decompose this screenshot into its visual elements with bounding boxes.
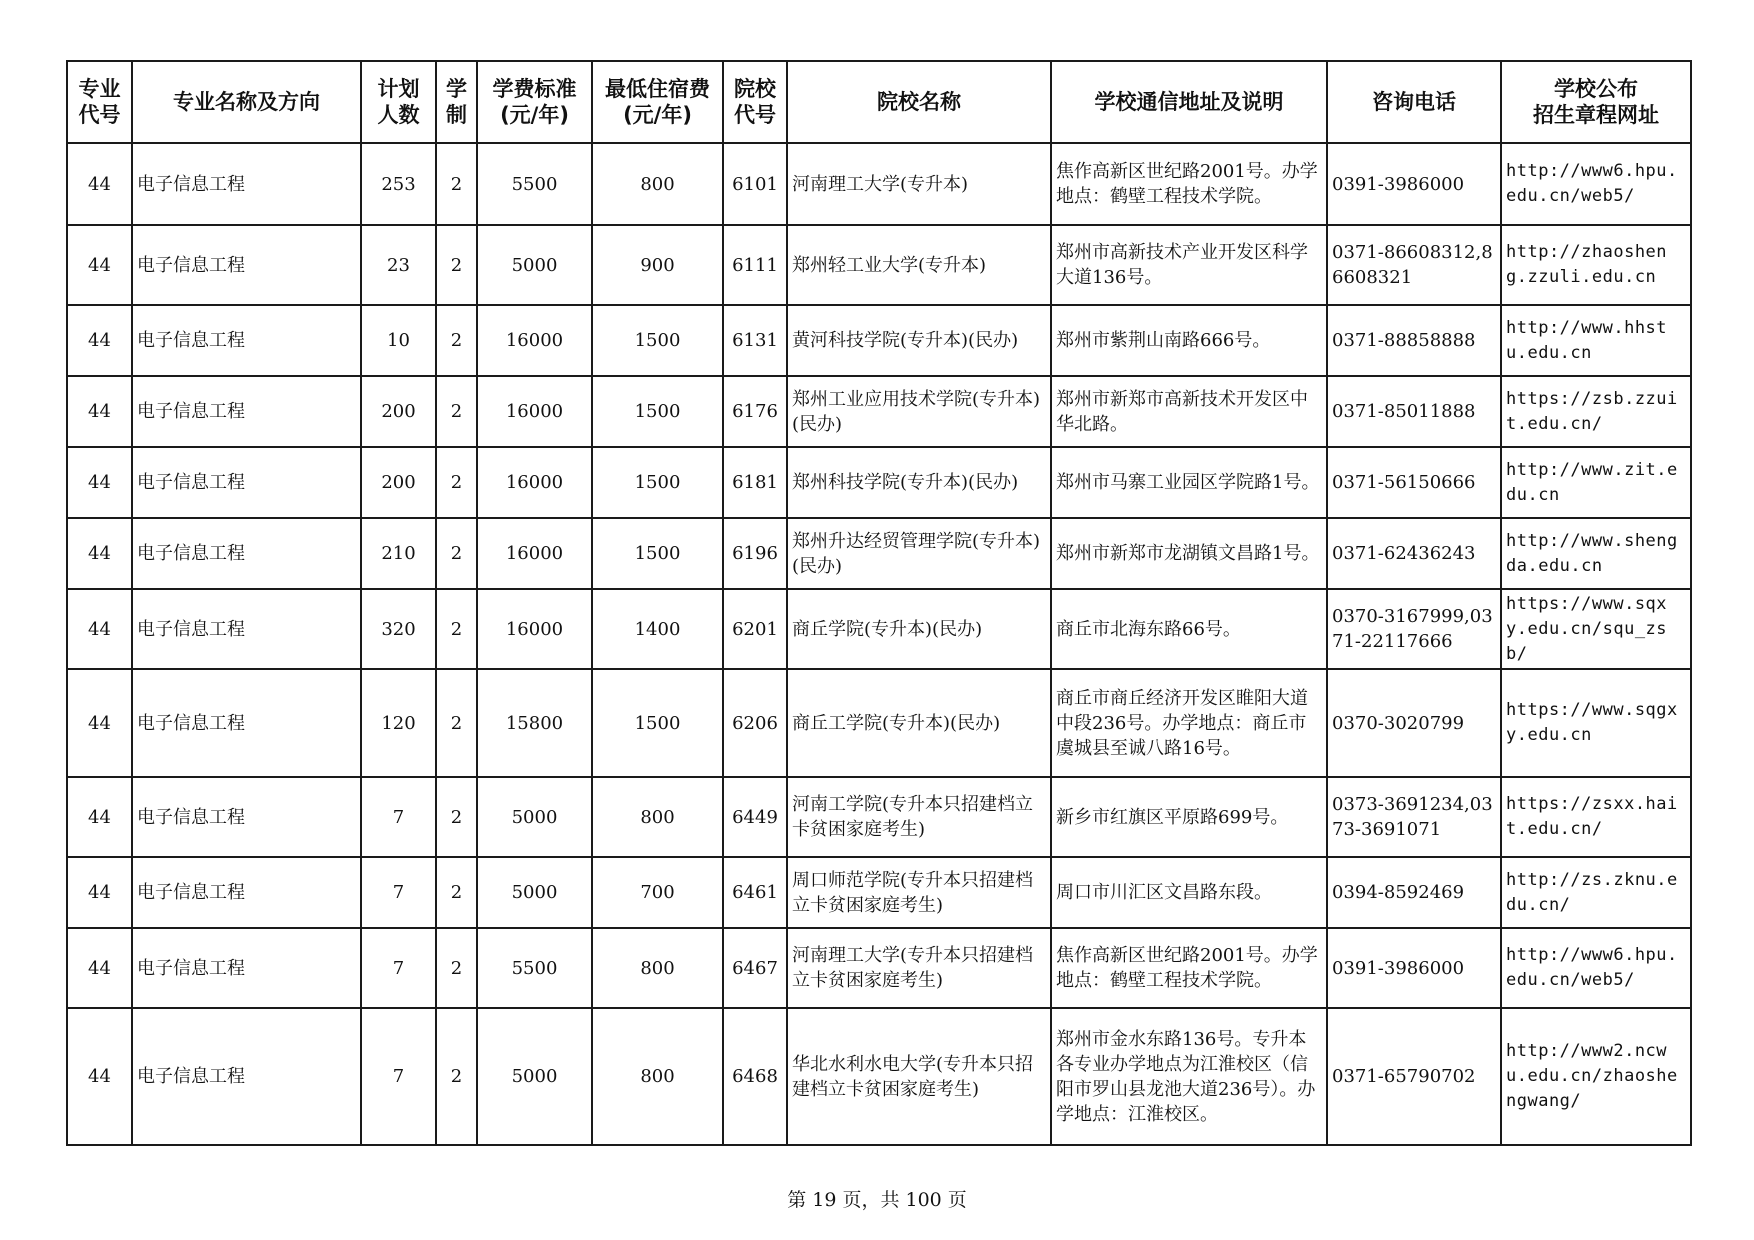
table-row (67, 669, 1691, 777)
cell-school-code: 6196 (723, 518, 787, 589)
table-row (67, 143, 1691, 225)
cell-phone: 0370-3167999,0371-22117666 (1327, 589, 1501, 669)
cell-plan-count: 200 (361, 447, 436, 518)
cell-school-name: 商丘工学院(专升本)(民办) (787, 669, 1051, 777)
cell-address: 郑州市金水东路136号。专升本各专业办学地点为江淮校区（信阳市罗山县龙池大道236号）。办学地点：江淮校区。 (1051, 1008, 1327, 1145)
cell-school-code: 6101 (723, 143, 787, 225)
cell-major-name: 电子信息工程 (132, 857, 361, 928)
cell-address: 商丘市北海东路66号。 (1051, 589, 1327, 669)
cell-duration: 2 (436, 518, 477, 589)
cell-dorm-fee: 1500 (592, 447, 723, 518)
cell-major-code: 44 (67, 857, 132, 928)
cell-tuition: 5500 (477, 143, 592, 225)
cell-major-code: 44 (67, 376, 132, 447)
cell-website: https://zsb.zzuit.edu.cn/ (1501, 376, 1691, 447)
cell-phone: 0370-3020799 (1327, 669, 1501, 777)
cell-school-code: 6131 (723, 305, 787, 376)
cell-major-code: 44 (67, 143, 132, 225)
cell-tuition: 16000 (477, 518, 592, 589)
cell-plan-count: 7 (361, 928, 436, 1008)
cell-website: https://zsxx.hait.edu.cn/ (1501, 777, 1691, 857)
cell-address: 郑州市紫荆山南路666号。 (1051, 305, 1327, 376)
table-row (67, 305, 1691, 376)
cell-major-name: 电子信息工程 (132, 928, 361, 1008)
header-school-name: 院校名称 (787, 61, 1051, 143)
cell-dorm-fee: 900 (592, 225, 723, 305)
cell-dorm-fee: 800 (592, 1008, 723, 1145)
cell-major-name: 电子信息工程 (132, 589, 361, 669)
cell-school-name: 郑州轻工业大学(专升本) (787, 225, 1051, 305)
cell-tuition: 15800 (477, 669, 592, 777)
cell-major-name: 电子信息工程 (132, 669, 361, 777)
admissions-table (66, 60, 1692, 1146)
cell-address: 商丘市商丘经济开发区睢阳大道中段236号。办学地点：商丘市虞城县至诚八路16号。 (1051, 669, 1327, 777)
table-row (67, 777, 1691, 857)
header-school-code: 院校 代号 (723, 61, 787, 143)
cell-dorm-fee: 700 (592, 857, 723, 928)
cell-tuition: 5000 (477, 225, 592, 305)
cell-phone: 0371-56150666 (1327, 447, 1501, 518)
cell-plan-count: 7 (361, 857, 436, 928)
cell-address: 郑州市新郑市高新技术开发区中华北路。 (1051, 376, 1327, 447)
cell-duration: 2 (436, 777, 477, 857)
cell-major-name: 电子信息工程 (132, 225, 361, 305)
cell-phone: 0391-3986000 (1327, 143, 1501, 225)
cell-dorm-fee: 800 (592, 143, 723, 225)
cell-duration: 2 (436, 305, 477, 376)
page-footer (0, 1185, 1754, 1212)
cell-school-name: 周口师范学院(专升本只招建档立卡贫困家庭考生) (787, 857, 1051, 928)
table-row (67, 225, 1691, 305)
cell-plan-count: 7 (361, 777, 436, 857)
cell-website: https://www.sqxy.edu.cn/squ_zsb/ (1501, 589, 1691, 669)
page-number-label: 第 19 页，共 100 页 (787, 1189, 967, 1211)
cell-address: 新乡市红旗区平原路699号。 (1051, 777, 1327, 857)
cell-phone: 0371-62436243 (1327, 518, 1501, 589)
cell-duration: 2 (436, 376, 477, 447)
cell-phone: 0391-3986000 (1327, 928, 1501, 1008)
cell-dorm-fee: 1500 (592, 518, 723, 589)
cell-address: 焦作高新区世纪路2001号。办学地点：鹤壁工程技术学院。 (1051, 928, 1327, 1008)
cell-website: http://www.hhstu.edu.cn (1501, 305, 1691, 376)
cell-address: 郑州市高新技术产业开发区科学大道136号。 (1051, 225, 1327, 305)
cell-tuition: 5000 (477, 777, 592, 857)
header-website: 学校公布 招生章程网址 (1501, 61, 1691, 143)
cell-school-name: 黄河科技学院(专升本)(民办) (787, 305, 1051, 376)
cell-school-code: 6181 (723, 447, 787, 518)
cell-major-code: 44 (67, 669, 132, 777)
header-phone: 咨询电话 (1327, 61, 1501, 143)
cell-phone: 0371-85011888 (1327, 376, 1501, 447)
cell-plan-count: 253 (361, 143, 436, 225)
cell-major-name: 电子信息工程 (132, 518, 361, 589)
cell-duration: 2 (436, 1008, 477, 1145)
cell-website: https://www.sqgxy.edu.cn (1501, 669, 1691, 777)
header-plan-count: 计划 人数 (361, 61, 436, 143)
cell-school-code: 6461 (723, 857, 787, 928)
cell-tuition: 16000 (477, 447, 592, 518)
cell-phone: 0371-65790702 (1327, 1008, 1501, 1145)
cell-major-name: 电子信息工程 (132, 305, 361, 376)
cell-major-code: 44 (67, 225, 132, 305)
cell-dorm-fee: 1500 (592, 305, 723, 376)
cell-duration: 2 (436, 589, 477, 669)
cell-duration: 2 (436, 143, 477, 225)
cell-school-name: 郑州升达经贸管理学院(专升本)(民办) (787, 518, 1051, 589)
cell-phone: 0371-88858888 (1327, 305, 1501, 376)
cell-school-name: 郑州科技学院(专升本)(民办) (787, 447, 1051, 518)
cell-major-name: 电子信息工程 (132, 447, 361, 518)
cell-website: http://www2.ncwu.edu.cn/zhaoshengwang/ (1501, 1008, 1691, 1145)
cell-school-code: 6176 (723, 376, 787, 447)
header-address: 学校通信地址及说明 (1051, 61, 1327, 143)
cell-tuition: 16000 (477, 305, 592, 376)
cell-major-code: 44 (67, 777, 132, 857)
cell-school-name: 郑州工业应用技术学院(专升本)(民办) (787, 376, 1051, 447)
cell-plan-count: 10 (361, 305, 436, 376)
cell-plan-count: 7 (361, 1008, 436, 1145)
cell-phone: 0394-8592469 (1327, 857, 1501, 928)
cell-tuition: 5000 (477, 1008, 592, 1145)
header-major-name: 专业名称及方向 (132, 61, 361, 143)
cell-website: http://www6.hpu.edu.cn/web5/ (1501, 928, 1691, 1008)
cell-major-code: 44 (67, 928, 132, 1008)
cell-dorm-fee: 1500 (592, 669, 723, 777)
cell-major-code: 44 (67, 305, 132, 376)
header-major-code: 专业 代号 (67, 61, 132, 143)
cell-major-code: 44 (67, 518, 132, 589)
cell-tuition: 5000 (477, 857, 592, 928)
cell-school-name: 河南理工大学(专升本只招建档立卡贫困家庭考生) (787, 928, 1051, 1008)
cell-address: 焦作高新区世纪路2001号。办学地点：鹤壁工程技术学院。 (1051, 143, 1327, 225)
cell-phone: 0371-86608312,86608321 (1327, 225, 1501, 305)
cell-school-name: 华北水利水电大学(专升本只招建档立卡贫困家庭考生) (787, 1008, 1051, 1145)
cell-dorm-fee: 800 (592, 777, 723, 857)
cell-major-code: 44 (67, 447, 132, 518)
cell-school-name: 河南理工大学(专升本) (787, 143, 1051, 225)
table-row (67, 447, 1691, 518)
cell-school-code: 6468 (723, 1008, 787, 1145)
cell-dorm-fee: 800 (592, 928, 723, 1008)
cell-plan-count: 320 (361, 589, 436, 669)
cell-school-code: 6467 (723, 928, 787, 1008)
cell-website: http://www6.hpu.edu.cn/web5/ (1501, 143, 1691, 225)
cell-school-code: 6201 (723, 589, 787, 669)
cell-phone: 0373-3691234,0373-3691071 (1327, 777, 1501, 857)
cell-major-code: 44 (67, 1008, 132, 1145)
cell-duration: 2 (436, 225, 477, 305)
cell-duration: 2 (436, 447, 477, 518)
cell-plan-count: 23 (361, 225, 436, 305)
cell-major-code: 44 (67, 589, 132, 669)
table-row (67, 1008, 1691, 1145)
cell-plan-count: 210 (361, 518, 436, 589)
cell-dorm-fee: 1500 (592, 376, 723, 447)
cell-plan-count: 120 (361, 669, 436, 777)
cell-website: http://zs.zknu.edu.cn/ (1501, 857, 1691, 928)
cell-school-code: 6449 (723, 777, 787, 857)
table-row (67, 589, 1691, 669)
cell-dorm-fee: 1400 (592, 589, 723, 669)
cell-major-name: 电子信息工程 (132, 143, 361, 225)
cell-tuition: 16000 (477, 589, 592, 669)
header-tuition: 学费标准 (元/年) (477, 61, 592, 143)
cell-major-name: 电子信息工程 (132, 777, 361, 857)
header-dorm-fee: 最低住宿费 (元/年) (592, 61, 723, 143)
cell-duration: 2 (436, 928, 477, 1008)
cell-plan-count: 200 (361, 376, 436, 447)
cell-school-code: 6206 (723, 669, 787, 777)
table-header-row (67, 61, 1691, 143)
cell-website: http://www.zit.edu.cn (1501, 447, 1691, 518)
table-row (67, 376, 1691, 447)
header-duration: 学 制 (436, 61, 477, 143)
table-row (67, 928, 1691, 1008)
cell-address: 郑州市新郑市龙湖镇文昌路1号。 (1051, 518, 1327, 589)
cell-duration: 2 (436, 857, 477, 928)
cell-school-code: 6111 (723, 225, 787, 305)
cell-school-name: 商丘学院(专升本)(民办) (787, 589, 1051, 669)
cell-address: 周口市川汇区文昌路东段。 (1051, 857, 1327, 928)
cell-address: 郑州市马寨工业园区学院路1号。 (1051, 447, 1327, 518)
cell-tuition: 5500 (477, 928, 592, 1008)
cell-duration: 2 (436, 669, 477, 777)
table-row (67, 857, 1691, 928)
cell-website: http://www.shengda.edu.cn (1501, 518, 1691, 589)
cell-major-name: 电子信息工程 (132, 1008, 361, 1145)
cell-tuition: 16000 (477, 376, 592, 447)
admissions-table-sheet (66, 60, 1690, 1146)
cell-major-name: 电子信息工程 (132, 376, 361, 447)
cell-website: http://zhaosheng.zzuli.edu.cn (1501, 225, 1691, 305)
cell-school-name: 河南工学院(专升本只招建档立卡贫困家庭考生) (787, 777, 1051, 857)
table-row (67, 518, 1691, 589)
